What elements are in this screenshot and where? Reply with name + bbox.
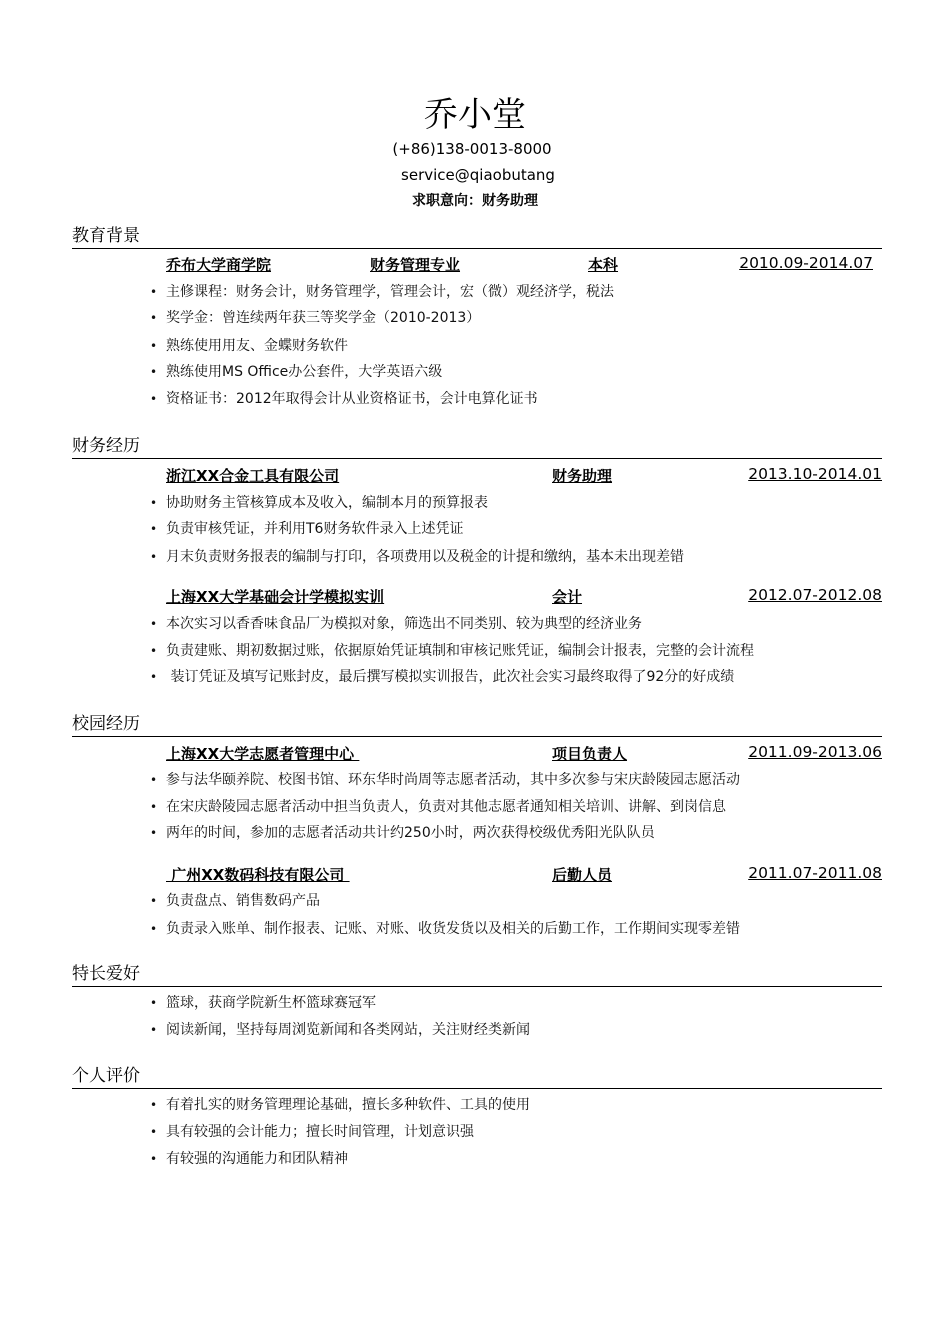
school-name: 乔布大学商学院	[166, 256, 272, 274]
role-title: 后勤人员	[552, 866, 613, 884]
section-hobbies	[72, 962, 882, 987]
campus-entry-header	[166, 864, 882, 886]
role-title: 会计	[552, 588, 583, 606]
organization-name: 上海XX大学志愿者管理中心	[166, 745, 360, 763]
section-title: 教育背景	[72, 226, 140, 246]
list-item: • 具有较强的会计能力；擅长时间管理，计划意识强	[150, 1124, 474, 1140]
list-item: • 阅读新闻，坚持每周浏览新闻和各类网站，关注财经类新闻	[150, 1022, 530, 1038]
bullet-icon: •	[150, 826, 158, 840]
bullet-icon: •	[150, 550, 158, 564]
list-item: • 有较强的沟通能力和团队精神	[150, 1151, 348, 1167]
bullet-icon: •	[150, 922, 158, 936]
list-item: • 在宋庆龄陵园志愿者活动中担当负责人，负责对其他志愿者通知相关培训、讲解、到岗信息	[150, 799, 726, 815]
bullet-icon: •	[150, 800, 158, 814]
entry-date: 2013.10-2014.01	[748, 465, 882, 483]
list-item: • 资格证书：2012年取得会计从业资格证书，会计电算化证书	[150, 391, 538, 407]
bullet-icon: •	[150, 496, 158, 510]
list-item: • 主修课程：财务会计，财务管理学，管理会计，宏（微）观经济学，税法	[150, 284, 614, 300]
bullet-icon: •	[150, 1098, 158, 1112]
bullet-icon: •	[150, 1152, 158, 1166]
list-item: • 负责审核凭证，并利用T6财务软件录入上述凭证	[150, 521, 464, 537]
section-finance	[72, 434, 882, 459]
section-title: 财务经历	[72, 436, 140, 456]
organization-name: 广州XX数码科技有限公司	[166, 866, 350, 884]
entry-date: 2011.07-2011.08	[748, 864, 882, 882]
bullet-icon: •	[150, 670, 158, 684]
bullet-icon: •	[150, 617, 158, 631]
bullet-icon: •	[150, 1023, 158, 1037]
section-title: 特长爱好	[72, 964, 140, 984]
entry-date: 2012.07-2012.08	[748, 586, 882, 604]
bullet-icon: •	[150, 894, 158, 908]
job-objective: 求职意向：财务助理	[412, 193, 538, 209]
bullet-icon: •	[150, 996, 158, 1010]
campus-entry-header	[166, 743, 882, 765]
education-header-row	[166, 254, 882, 276]
bullet-icon: •	[150, 773, 158, 787]
bullet-icon: •	[150, 285, 158, 299]
list-item: • 熟练使用用友、金蝶财务软件	[150, 338, 348, 354]
section-title: 个人评价	[72, 1066, 140, 1086]
bullet-icon: •	[150, 522, 158, 536]
list-item: • 负责盘点、销售数码产品	[150, 893, 320, 909]
section-education	[72, 224, 882, 249]
education-date: 2010.09-2014.07	[739, 254, 873, 272]
bullet-icon: •	[150, 339, 158, 353]
phone-number: (+86)138-0013-8000	[392, 140, 552, 158]
list-item: • 篮球，获商学院新生杯篮球赛冠军	[150, 995, 376, 1011]
role-title: 财务助理	[552, 467, 613, 485]
degree: 本科	[588, 256, 619, 274]
entry-date: 2011.09-2013.06	[748, 743, 882, 761]
major: 财务管理专业	[370, 256, 461, 274]
list-item: • 装订凭证及填写记账封皮，最后撰写模拟实训报告，此次社会实习最终取得了92分的好成绩	[150, 669, 735, 685]
role-title: 项目负责人	[552, 745, 628, 763]
list-item: • 两年的时间，参加的志愿者活动共计约250小时，两次获得校级优秀阳光队队员	[150, 825, 655, 841]
organization-name: 浙江XX合金工具有限公司	[166, 467, 340, 485]
list-item: • 参与法华颐养院、校图书馆、环东华时尚周等志愿者活动，其中多次参与宋庆龄陵园志愿活动	[150, 772, 740, 788]
list-item: • 熟练使用MS Office办公套件，大学英语六级	[150, 364, 443, 380]
list-item: • 协助财务主管核算成本及收入，编制本月的预算报表	[150, 495, 488, 511]
section-campus	[72, 712, 882, 737]
list-item: • 月末负责财务报表的编制与打印，各项费用以及税金的计提和缴纳，基本未出现差错	[150, 549, 684, 565]
list-item: • 负责录入账单、制作报表、记账、对账、收货发货以及相关的后勤工作，工作期间实现零差错	[150, 921, 740, 937]
candidate-name: 乔小堂	[424, 95, 526, 135]
email-address: service@qiaobutang	[401, 166, 555, 184]
bullet-icon: •	[150, 365, 158, 379]
list-item: • 奖学金：曾连续两年获三等奖学金（2010-2013）	[150, 310, 481, 326]
organization-name: 上海XX大学基础会计学模拟实训	[166, 588, 385, 606]
section-self-evaluation	[72, 1064, 882, 1089]
section-title: 校园经历	[72, 714, 140, 734]
bullet-icon: •	[150, 392, 158, 406]
finance-entry-header	[166, 465, 882, 487]
bullet-icon: •	[150, 311, 158, 325]
list-item: • 本次实习以香香味食品厂为模拟对象，筛选出不同类别、较为典型的经济业务	[150, 616, 642, 632]
bullet-icon: •	[150, 644, 158, 658]
bullet-icon: •	[150, 1125, 158, 1139]
finance-entry-header	[166, 586, 882, 608]
list-item: • 负责建账、期初数据过账，依据原始凭证填制和审核记账凭证，编制会计报表，完整的会计流程	[150, 643, 754, 659]
list-item: • 有着扎实的财务管理理论基础，擅长多种软件、工具的使用	[150, 1097, 530, 1113]
